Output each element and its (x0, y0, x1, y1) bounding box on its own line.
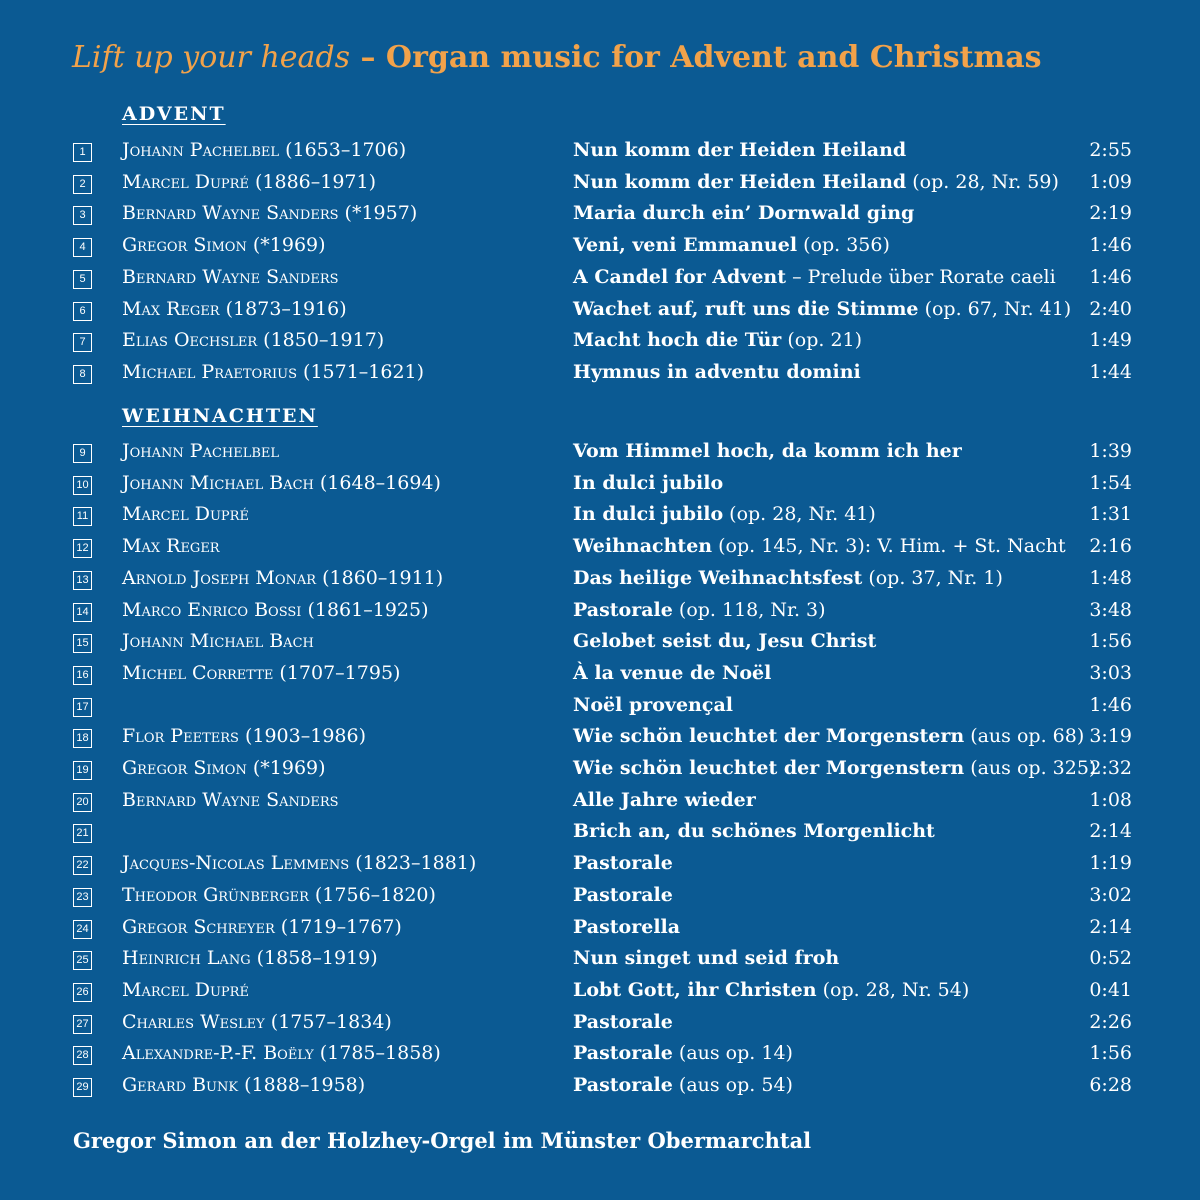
track-work-detail: (aus op. 325) (964, 757, 1097, 779)
track-work-title: Noël provençal (573, 693, 733, 716)
track-row (0, 662, 1200, 692)
track-duration: 1:56 (1089, 1042, 1132, 1065)
track-work-title: Nun komm der Heiden Heiland (573, 139, 907, 161)
track-composer: Theodor Grünberger (1756–1820) (122, 883, 436, 906)
track-number: 20 (73, 793, 92, 812)
track-number: 24 (73, 920, 92, 939)
track-work-detail: (op. 37, Nr. 1) (862, 566, 1003, 589)
track-composer: Johann Pachelbel (1653–1706) (122, 139, 407, 161)
track-work (573, 916, 680, 938)
track-work (573, 266, 1056, 288)
track-number: 14 (73, 603, 92, 622)
track-number: 10 (73, 476, 92, 495)
track-row (0, 820, 1200, 850)
track-duration: 3:02 (1089, 883, 1132, 906)
title-italic: Lift up your heads (72, 40, 351, 75)
track-work-title: À la venue de Noël (573, 661, 772, 684)
page-title (72, 40, 1042, 75)
track-composer: Elias Oechsler (1850–1917) (122, 329, 385, 352)
track-duration: 3:03 (1089, 661, 1132, 684)
track-work-title: Pastorale (573, 1010, 673, 1033)
track-work (573, 234, 890, 256)
track-work-detail: (op. 145, Nr. 3): V. Him. + St. Nacht (712, 535, 1066, 558)
track-work-detail: (aus op. 68) (964, 725, 1085, 748)
track-duration: 2:14 (1089, 915, 1132, 938)
section-heading: WEIHNACHTEN (122, 405, 318, 427)
track-duration: 2:26 (1089, 1010, 1132, 1033)
performer-credit: Gregor Simon an der Holzhey-Orgel im Münster Obermarchtal (73, 1128, 812, 1153)
track-work (573, 884, 673, 906)
track-duration: 1:09 (1089, 170, 1132, 193)
track-composer: Bernard Wayne Sanders (122, 788, 339, 811)
track-row (0, 1011, 1200, 1041)
track-work-title: Veni, veni Emmanuel (573, 234, 798, 257)
track-composer: Charles Wesley (1757–1834) (122, 1010, 392, 1033)
track-work-detail: (op. 118, Nr. 3) (672, 598, 826, 621)
track-work-title: Wie schön leuchtet der Morgenstern (573, 757, 965, 779)
track-work (573, 202, 914, 224)
track-work-detail: (op. 28, Nr. 59) (906, 170, 1059, 193)
track-work (573, 599, 826, 621)
track-work-title: Vom Himmel hoch, da komm ich her (573, 440, 962, 462)
track-duration: 2:16 (1089, 535, 1132, 558)
track-work (573, 630, 876, 652)
track-row (0, 329, 1200, 359)
track-composer: Heinrich Lang (1858–1919) (122, 947, 378, 970)
track-number: 9 (73, 444, 92, 463)
track-composer: Arnold Joseph Monar (1860–1911) (122, 566, 444, 589)
track-duration: 1:31 (1089, 503, 1132, 526)
track-row (0, 202, 1200, 232)
track-duration: 6:28 (1089, 1074, 1132, 1096)
track-number: 22 (73, 856, 92, 875)
track-number: 5 (73, 270, 92, 289)
track-row (0, 361, 1200, 391)
track-composer: Max Reger (122, 535, 220, 558)
track-work (573, 820, 935, 842)
track-work-title: In dulci jubilo (573, 503, 724, 526)
track-number: 23 (73, 888, 92, 907)
track-row (0, 947, 1200, 977)
track-work-title: In dulci jubilo (573, 471, 724, 494)
track-number: 6 (73, 302, 92, 321)
track-work-title: Maria durch ein’ Dornwald ging (573, 202, 915, 225)
track-row (0, 234, 1200, 264)
track-composer: Johann Pachelbel (122, 440, 280, 462)
track-duration: 3:19 (1089, 725, 1132, 748)
track-duration: 1:49 (1089, 329, 1132, 352)
track-number: 8 (73, 365, 92, 384)
track-composer: Johann Michael Bach (122, 630, 314, 653)
track-work (573, 567, 1003, 589)
track-work-title: Weihnachten (573, 535, 713, 558)
track-work-title: Lobt Gott, ihr Christen (573, 978, 817, 1001)
track-composer: Bernard Wayne Sanders (*1957) (122, 202, 418, 225)
track-number: 7 (73, 333, 92, 352)
track-work-title: Nun singet und seid froh (573, 947, 840, 970)
track-composer: Alexandre-P.-F. Boëly (1785–1858) (122, 1042, 441, 1065)
track-row (0, 630, 1200, 660)
track-duration: 2:55 (1089, 139, 1132, 161)
track-composer: Marco Enrico Bossi (1861–1925) (122, 598, 429, 621)
track-row (0, 503, 1200, 533)
track-number: 12 (73, 539, 92, 558)
track-work-detail: (op. 67, Nr. 41) (918, 297, 1072, 320)
section-heading: ADVENT (122, 103, 226, 125)
track-number: 18 (73, 729, 92, 748)
track-work (573, 852, 673, 874)
track-duration: 2:40 (1089, 297, 1132, 320)
track-work (573, 662, 771, 684)
track-work (573, 725, 1084, 747)
track-composer: Bernard Wayne Sanders (122, 265, 339, 288)
track-row (0, 852, 1200, 882)
track-number: 1 (73, 143, 92, 162)
track-composer: Gregor Simon (*1969) (122, 234, 326, 257)
track-work-detail: – Prelude über Rorate caeli (786, 265, 1056, 288)
track-duration: 0:41 (1089, 978, 1132, 1001)
track-number: 17 (73, 698, 92, 717)
track-row (0, 789, 1200, 819)
track-number: 2 (73, 175, 92, 194)
track-work (573, 171, 1059, 193)
track-work-detail: (aus op. 54) (672, 1074, 793, 1096)
track-composer: Michael Praetorius (1571–1621) (122, 360, 425, 383)
track-composer: Gerard Bunk (1888–1958) (122, 1074, 366, 1096)
title-rest: – Organ music for Advent and Christmas (350, 40, 1042, 75)
track-work (573, 947, 839, 969)
track-number: 11 (73, 507, 92, 526)
track-row (0, 725, 1200, 755)
track-work (573, 503, 876, 525)
track-number: 19 (73, 761, 92, 780)
track-work (573, 789, 756, 811)
track-duration: 3:48 (1089, 598, 1132, 621)
track-work-title: Nun komm der Heiden Heiland (573, 170, 907, 193)
track-composer: Johann Michael Bach (1648–1694) (122, 471, 441, 494)
track-composer: Jacques-Nicolas Lemmens (1823–1881) (122, 852, 477, 875)
track-work-title: Gelobet seist du, Jesu Christ (573, 630, 877, 653)
track-number: 28 (73, 1046, 92, 1065)
track-number: 27 (73, 1015, 92, 1034)
track-work (573, 361, 861, 383)
track-number: 21 (73, 824, 92, 843)
track-work-title: Alle Jahre wieder (573, 788, 756, 811)
track-composer: Michel Corrette (1707–1795) (122, 661, 401, 684)
track-work (573, 139, 906, 161)
track-number: 13 (73, 571, 92, 590)
track-composer: Gregor Simon (*1969) (122, 757, 326, 779)
track-work-title: Pastorella (573, 915, 681, 938)
track-duration: 1:46 (1089, 234, 1132, 257)
track-work (573, 1074, 793, 1096)
track-duration: 1:56 (1089, 630, 1132, 653)
track-number: 3 (73, 206, 92, 225)
track-row (0, 535, 1200, 565)
track-composer: Marcel Dupré (122, 978, 249, 1001)
track-work-title: A Candel for Advent (573, 265, 787, 288)
track-row (0, 567, 1200, 597)
track-duration: 2:32 (1089, 757, 1132, 779)
track-row (0, 266, 1200, 296)
track-work-title: Pastorale (573, 598, 673, 621)
track-composer: Marcel Dupré (122, 503, 249, 526)
track-work (573, 329, 862, 351)
track-work (573, 1011, 673, 1033)
track-work (573, 535, 1066, 557)
track-duration: 1:46 (1089, 265, 1132, 288)
track-work-detail: (op. 28, Nr. 54) (816, 978, 970, 1001)
track-work-title: Pastorale (573, 1074, 673, 1096)
track-work-title: Pastorale (573, 852, 673, 875)
track-row (0, 472, 1200, 502)
track-row (0, 979, 1200, 1009)
track-row (0, 298, 1200, 328)
track-duration: 1:48 (1089, 566, 1132, 589)
track-work (573, 472, 723, 494)
track-work-title: Pastorale (573, 883, 673, 906)
track-number: 26 (73, 983, 92, 1002)
track-duration: 0:52 (1089, 947, 1132, 970)
track-work-detail: (op. 28, Nr. 41) (723, 503, 876, 526)
track-duration: 1:19 (1089, 852, 1132, 875)
track-row (0, 694, 1200, 724)
track-row (0, 884, 1200, 914)
track-work (573, 440, 962, 462)
track-row (0, 916, 1200, 946)
track-duration: 1:54 (1089, 471, 1132, 494)
track-work (573, 757, 1096, 779)
track-work-title: Pastorale (573, 1042, 673, 1065)
track-number: 16 (73, 666, 92, 685)
track-work (573, 979, 969, 1001)
track-composer: Flor Peeters (1903–1986) (122, 725, 366, 748)
track-number: 25 (73, 951, 92, 970)
track-work-detail: (op. 356) (797, 234, 890, 257)
track-work-title: Macht hoch die Tür (573, 329, 782, 352)
track-work-detail: (op. 21) (781, 329, 863, 352)
track-duration: 2:19 (1089, 202, 1132, 225)
track-work-detail: (aus op. 14) (672, 1042, 793, 1065)
track-composer: Max Reger (1873–1916) (122, 297, 347, 320)
track-row (0, 757, 1200, 787)
track-duration: 1:44 (1089, 360, 1132, 383)
track-work (573, 298, 1071, 320)
track-row (0, 440, 1200, 470)
track-number: 15 (73, 634, 92, 653)
track-row (0, 599, 1200, 629)
track-work-title: Hymnus in adventu domini (573, 360, 861, 383)
track-work-title: Das heilige Weihnachtsfest (573, 566, 863, 589)
track-work (573, 1042, 793, 1064)
track-number: 29 (73, 1078, 92, 1097)
track-duration: 2:14 (1089, 820, 1132, 843)
track-row (0, 1074, 1200, 1104)
track-row (0, 139, 1200, 169)
track-composer: Marcel Dupré (1886–1971) (122, 170, 377, 193)
track-duration: 1:46 (1089, 693, 1132, 716)
track-work-title: Brich an, du schönes Morgenlicht (573, 820, 935, 843)
track-row (0, 171, 1200, 201)
track-composer: Gregor Schreyer (1719–1767) (122, 915, 402, 938)
track-number: 4 (73, 238, 92, 257)
track-work-title: Wachet auf, ruft uns die Stimme (573, 297, 919, 320)
track-work-title: Wie schön leuchtet der Morgenstern (573, 725, 965, 748)
track-duration: 1:39 (1089, 440, 1132, 462)
track-duration: 1:08 (1089, 788, 1132, 811)
track-row (0, 1042, 1200, 1072)
track-work (573, 694, 733, 716)
